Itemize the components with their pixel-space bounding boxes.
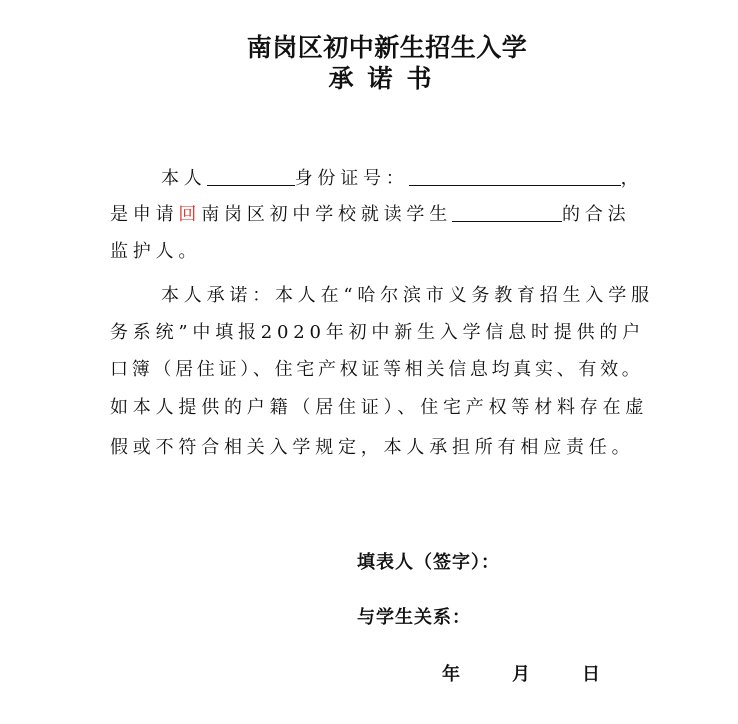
guardian-prefix: 本人: [161, 168, 207, 189]
red-mark: 回: [178, 204, 202, 225]
document-title: 南岗区初中新生招生入学: [246, 33, 528, 62]
guardian-role-line: 监护人。: [110, 241, 202, 262]
commitment-line-5: 假或不符合相关入学规定，本人承担所有相应责任。: [110, 437, 635, 458]
id-number-blank: [409, 167, 621, 186]
date-year: 年: [442, 664, 460, 685]
student-line: [110, 203, 630, 227]
student-name-blank: [452, 203, 562, 222]
apply-prefix: 是申请: [110, 204, 179, 225]
guardian-name-blank: [207, 167, 295, 186]
guardian-line: [161, 167, 643, 191]
commitment-line-4: 如本人提供的户籍（居住证）、住宅产权等材料存在虚: [110, 397, 649, 418]
legal-text: 的合法: [562, 204, 631, 225]
commitment-line-3: 口簿（居住证）、住宅产权证等相关信息均真实、有效。: [110, 359, 644, 380]
date-day: 日: [582, 664, 600, 685]
relation-label: 与学生关系：: [357, 607, 471, 628]
date-month: 月: [512, 664, 530, 685]
guardian-line-end: ，: [620, 168, 644, 189]
school-text: 南岗区初中学校就读学生: [201, 204, 453, 225]
commitment-line-2: 务系统”中填报2020年初中新生入学信息时提供的户: [110, 322, 646, 343]
document-subtitle: 承诺书: [328, 64, 446, 93]
id-number-label: 身份证号：: [294, 168, 409, 189]
filler-signature-label: 填表人（签字）：: [357, 552, 500, 573]
commitment-line-1: 本人承诺：本人在“哈尔滨市义务教育招生入学服: [161, 285, 654, 306]
